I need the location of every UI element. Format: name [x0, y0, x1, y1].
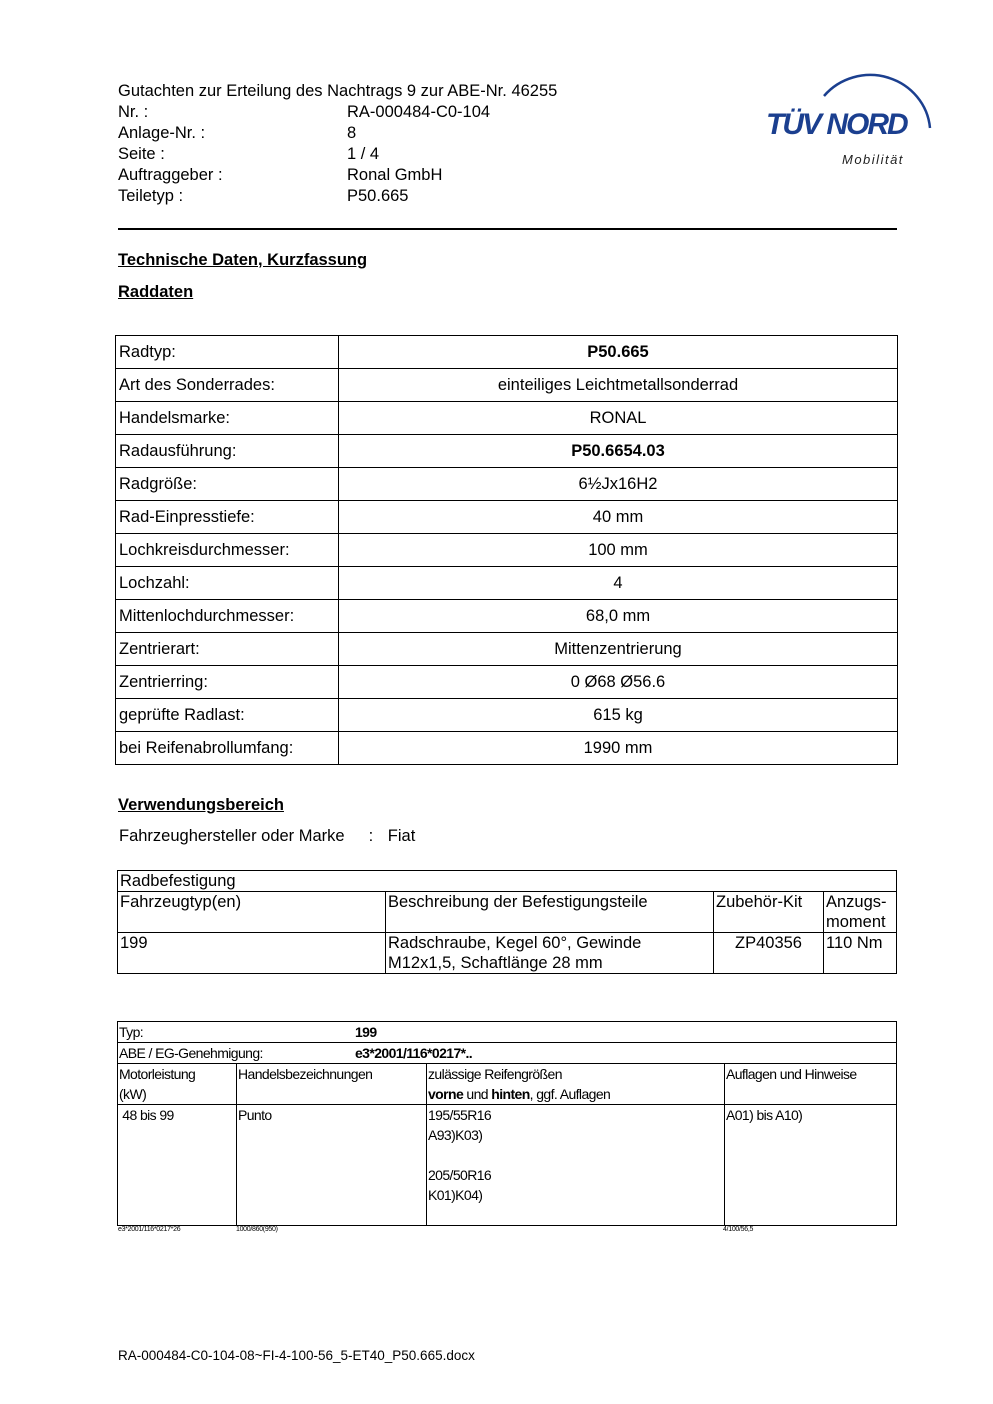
raddaten-value: P50.665 — [339, 336, 898, 369]
cell-motorleistung: 48 bis 99 — [118, 1105, 237, 1226]
header-divider — [118, 228, 897, 230]
raddaten-label: Lochkreisdurchmesser: — [116, 534, 339, 567]
header-field-label: Seite : — [118, 145, 165, 163]
raddaten-label: Handelsmarke: — [116, 402, 339, 435]
reifen-header-und: und — [463, 1086, 492, 1102]
reifen-header-hinten: hinten — [491, 1086, 530, 1102]
logo-subtitle: Mobilität — [842, 152, 904, 167]
raddaten-row — [116, 699, 898, 732]
reifen-header-rest: , ggf. Auflagen — [529, 1086, 611, 1102]
header-field-value: RA-000484-C0-104 — [347, 103, 491, 121]
raddaten-label: Zentrierart: — [116, 633, 339, 666]
raddaten-row — [116, 369, 898, 402]
radbefestigung-title: Radbefestigung — [118, 871, 897, 892]
col-header-reifengroessen — [427, 1064, 725, 1105]
raddaten-value: 0 Ø68 Ø56.6 — [339, 666, 898, 699]
footnote-lochbild: 4/100/56,5 — [723, 1226, 754, 1233]
raddaten-label: Radtyp: — [116, 336, 339, 369]
raddaten-value: RONAL — [339, 402, 898, 435]
logo-text: TÜV NORD — [766, 108, 907, 141]
raddaten-row — [116, 666, 898, 699]
usage-label: Fahrzeughersteller oder Marke — [119, 827, 345, 845]
raddaten-value: 615 kg — [339, 699, 898, 732]
section-heading-raddaten: Raddaten — [118, 283, 194, 301]
document-filename: RA-000484-C0-104-08~FI-4-100-56_5-ET40_P50.665.docx — [118, 1348, 475, 1363]
raddaten-row — [116, 567, 898, 600]
raddaten-table — [115, 335, 898, 765]
col-header-zubehoer: Zubehör-Kit — [714, 892, 824, 933]
raddaten-label: Lochzahl: — [116, 567, 339, 600]
col-header-auflagen: Auflagen und Hinweise — [725, 1064, 897, 1105]
usage-value: Fiat — [387, 827, 416, 845]
raddaten-row — [116, 600, 898, 633]
abe-row — [118, 1043, 897, 1064]
col-header-handelsbezeichnungen: Handelsbezeichnungen — [237, 1064, 427, 1105]
col-header-anzugsmoment: Anzugs- moment — [824, 892, 897, 933]
raddaten-value: einteiliges Leichtmetallsonderrad — [339, 369, 898, 402]
raddaten-value: 40 mm — [339, 501, 898, 534]
raddaten-label: Zentrierring: — [116, 666, 339, 699]
abe-label: ABE / EG-Genehmigung: — [119, 1045, 263, 1061]
raddaten-row — [116, 468, 898, 501]
raddaten-row — [116, 435, 898, 468]
reifen-header-vorne: vorne — [428, 1086, 464, 1102]
raddaten-label: Radgröße: — [116, 468, 339, 501]
cell-beschreibung: Radschraube, Kegel 60°, Gewinde M12x1,5, Schaftlänge 28 mm — [386, 933, 714, 974]
cell-handelsbezeichnung: Punto — [237, 1105, 427, 1226]
raddaten-label: bei Reifenabrollumfang: — [116, 732, 339, 765]
raddaten-value: 68,0 mm — [339, 600, 898, 633]
raddaten-value: P50.6654.03 — [339, 435, 898, 468]
cell-auflagen: A01) bis A10) — [725, 1105, 897, 1226]
cell-fahrzeugtyp: 199 — [118, 933, 386, 974]
header-field-nr — [118, 102, 557, 123]
abe-value: e3*2001/116*0217*.. — [355, 1045, 473, 1061]
raddaten-value: 4 — [339, 567, 898, 600]
raddaten-value: 1990 mm — [339, 732, 898, 765]
usage-line — [119, 827, 415, 846]
raddaten-value: Mittenzentrierung — [339, 633, 898, 666]
raddaten-label: Art des Sonderrades: — [116, 369, 339, 402]
raddaten-row — [116, 732, 898, 765]
radbefestigung-table — [117, 870, 897, 974]
section-heading-tech: Technische Daten, Kurzfassung — [118, 251, 368, 269]
header-field-label: Nr. : — [118, 103, 149, 121]
header-title: Gutachten zur Erteilung des Nachtrags 9 zur ABE-Nr. 46255 — [118, 82, 558, 100]
typ-label: Typ: — [119, 1024, 144, 1040]
header-field-label: Anlage-Nr. : — [118, 124, 206, 142]
header-field-auftraggeber — [118, 165, 557, 186]
header-field-value: Ronal GmbH — [347, 166, 443, 184]
raddaten-row — [116, 633, 898, 666]
document-header — [118, 81, 557, 207]
raddaten-value: 100 mm — [339, 534, 898, 567]
header-field-value: P50.665 — [347, 187, 409, 205]
raddaten-label: Radausführung: — [116, 435, 339, 468]
col-header-fahrzeugtyp: Fahrzeugtyp(en) — [118, 892, 386, 933]
col-header-motorleistung: Motorleistung (kW) — [118, 1064, 237, 1105]
footnote-abe: e3*2001/116*0217*26 — [118, 1226, 181, 1233]
reifen-header-line1: zulässige Reifengrößen — [428, 1066, 562, 1082]
cell-reifengroessen: 195/55R16 A93)K03) 205/50R16 K01)K04) — [427, 1105, 725, 1226]
raddaten-label: Rad-Einpresstiefe: — [116, 501, 339, 534]
typ-value: 199 — [355, 1024, 377, 1040]
section-heading-verwendung: Verwendungsbereich — [118, 796, 284, 814]
header-field-value: 8 — [347, 124, 357, 142]
header-field-label: Teiletyp : — [118, 187, 184, 205]
usage-separator: : — [368, 827, 374, 845]
raddaten-value: 6½Jx16H2 — [339, 468, 898, 501]
cell-zubehoer: ZP40356 — [714, 933, 824, 974]
raddaten-row — [116, 501, 898, 534]
typ-table — [117, 1021, 897, 1226]
tuev-nord-logo — [760, 56, 950, 172]
raddaten-row — [116, 402, 898, 435]
cell-anzugsmoment: 110 Nm — [824, 933, 897, 974]
raddaten-label: geprüfte Radlast: — [116, 699, 339, 732]
raddaten-row — [116, 336, 898, 369]
raddaten-label: Mittenlochdurchmesser: — [116, 600, 339, 633]
header-field-anlage — [118, 123, 557, 144]
header-field-value: 1 / 4 — [347, 145, 380, 163]
typ-row — [118, 1022, 897, 1043]
header-field-label: Auftraggeber : — [118, 166, 223, 184]
col-header-beschreibung: Beschreibung der Befestigungsteile — [386, 892, 714, 933]
raddaten-row — [116, 534, 898, 567]
header-field-teiletyp — [118, 186, 557, 207]
header-field-seite — [118, 144, 557, 165]
footnote-masse: 1000/860(950) — [236, 1226, 278, 1233]
